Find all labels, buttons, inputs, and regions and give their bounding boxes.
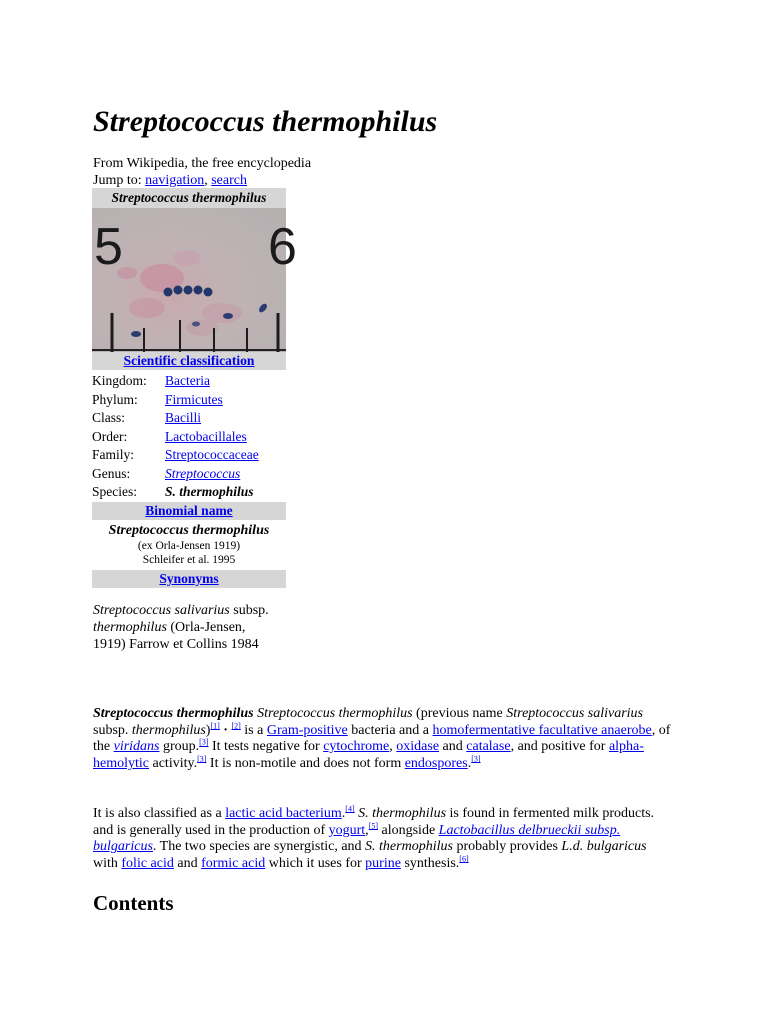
taxonomy-rank: Order: (92, 428, 128, 444)
synonyms-link[interactable]: Synonyms (159, 570, 219, 586)
intro-paragraph (93, 706, 673, 773)
ruler-digit-right: 6 (268, 218, 297, 276)
text-run: It is also classified as a (93, 806, 222, 821)
taxonomy-rank: Genus: (92, 465, 131, 481)
contents-heading: Contents (93, 891, 174, 915)
text-run: group. (163, 739, 200, 755)
order-link[interactable]: Lactobacillales (165, 428, 247, 444)
text-run: and (177, 856, 198, 872)
taxonomy-row-kingdom (92, 372, 286, 391)
lead-name-repeat: Streptococcus thermophilus (257, 706, 413, 721)
synonyms-text (93, 602, 273, 653)
text-run: L.d. bulgaricus (561, 839, 647, 855)
genus-link[interactable]: Streptococcus (165, 465, 241, 481)
text-run: . The two species are synergistic, and (152, 839, 362, 855)
taxonomy-rank: Phylum: (92, 391, 138, 407)
reference-link[interactable]: [6] (459, 854, 469, 864)
taxonomy-rank: Class: (92, 410, 126, 425)
text-run: synthesis. (404, 856, 460, 872)
synonyms-header (92, 570, 286, 588)
scientific-classification-header (92, 352, 286, 370)
taxonomy-row-genus (92, 465, 286, 484)
text-run: · (219, 722, 232, 738)
taxonomy-row-family (92, 446, 286, 465)
jump-links (93, 172, 311, 189)
reference-link[interactable]: [3] (197, 754, 207, 764)
text-run: subsp. (93, 722, 129, 738)
text-run: , (365, 822, 369, 838)
synonym-subsp: subsp. (233, 603, 269, 618)
catalase-link[interactable]: catalase (466, 739, 511, 755)
micrograph-drawing (92, 208, 297, 352)
page-meta (93, 155, 311, 189)
lactic-acid-bacterium-link[interactable]: lactic acid bacterium (225, 806, 342, 821)
endospores-link[interactable]: endospores (404, 756, 468, 772)
taxonomy-rank: Family: (92, 447, 135, 462)
usage-paragraph (93, 806, 673, 873)
text-run: with (93, 856, 118, 872)
text-run: , (389, 739, 393, 755)
binomial-authority: (ex Orla-Jensen 1919) (137, 539, 241, 552)
text-run: It is non-motile and does not form (209, 756, 402, 772)
text-run: bacteria and a (351, 722, 429, 738)
family-link[interactable]: Streptococcaceae (165, 447, 259, 462)
page-title: Streptococcus thermophilus (93, 105, 438, 138)
synonym-authority: (Orla-Jensen, 1919) Farrow et Collins 1984 (93, 620, 259, 652)
taxonomy-rank: Kingdom: (92, 373, 147, 388)
text-run: Streptococcus salivarius (506, 706, 643, 721)
phylum-link[interactable]: Firmicutes (165, 391, 223, 407)
taxobox (92, 188, 297, 588)
species-name: S. thermophilus (165, 484, 254, 499)
alpha-hemolytic-link[interactable]: alpha-hemolytic (93, 739, 644, 772)
text-run: is found in fermented milk products. and is generally used in the production of (93, 806, 655, 838)
synonym-genus-species: Streptococcus salivarius (93, 603, 230, 618)
lead-name: Streptococcus thermophilus (93, 706, 254, 721)
reference-link[interactable]: [3] (199, 737, 209, 747)
text-run: . (341, 806, 346, 821)
text-run: which it uses for (268, 856, 362, 872)
folic-acid-link[interactable]: folic acid (121, 856, 174, 872)
binomial-name: Streptococcus thermophilus (108, 522, 270, 538)
text-run: ) (205, 722, 211, 738)
cytochrome-link[interactable]: cytochrome (323, 739, 390, 755)
kingdom-link[interactable]: Bacteria (165, 373, 210, 388)
purine-link[interactable]: purine (365, 856, 401, 872)
binomial-block (92, 520, 286, 570)
lactobacillus-link[interactable]: Lactobacillus delbrueckii subsp. bulgaricus (93, 822, 621, 855)
oxidase-link[interactable]: oxidase (396, 739, 440, 755)
taxonomy-row-class (92, 409, 286, 428)
text-run: , and positive for (510, 739, 606, 755)
ruler-digit-left: 5 (94, 218, 123, 276)
text-run: and (442, 739, 463, 755)
bacteria-micrograph-image[interactable] (92, 208, 297, 352)
taxonomy-row-phylum (92, 391, 286, 410)
reference-link[interactable]: [5] (368, 821, 378, 831)
text-run: S. thermophilus (358, 806, 447, 821)
taxonomy-table (92, 372, 286, 502)
taxonomy-rank: Species: (92, 484, 137, 499)
taxonomy-row-order (92, 428, 286, 447)
yogurt-link[interactable]: yogurt (328, 822, 366, 838)
gram-positive-link[interactable]: Gram-positive (266, 722, 348, 738)
taxobox-header: Streptococcus thermophilus (92, 188, 286, 208)
navigation-link[interactable]: navigation (145, 173, 205, 188)
jump-separator: , (204, 173, 208, 188)
scientific-classification-link[interactable]: Scientific classification (123, 353, 255, 368)
text-run: thermophilus (131, 722, 206, 738)
text-run: . (467, 756, 472, 772)
text-run: activity. (152, 756, 198, 772)
binomial-authority-2: Schleifer et al. 1995 (142, 553, 236, 566)
reference-link[interactable]: [2] (231, 721, 241, 731)
text-run: alongside (381, 822, 436, 838)
reference-link[interactable]: [3] (471, 754, 481, 764)
formic-acid-link[interactable]: formic acid (201, 856, 266, 872)
jump-to-label: Jump to: (93, 173, 142, 188)
binomial-name-header (92, 502, 286, 520)
taxonomy-row-species (92, 483, 286, 502)
binomial-name-link[interactable]: Binomial name (145, 502, 233, 518)
class-link[interactable]: Bacilli (165, 410, 201, 425)
viridans-link[interactable]: viridans (113, 739, 160, 755)
search-link[interactable]: search (211, 173, 247, 188)
reference-link[interactable]: [4] (345, 804, 355, 814)
text-run: S. thermophilus (365, 839, 453, 855)
synonym-subspecies: thermophilus (93, 620, 167, 635)
text-run: (previous name (416, 706, 503, 721)
homofermentative-link[interactable]: homofermentative facultative anaerobe (432, 722, 652, 738)
text-run: , of the (93, 722, 671, 755)
reference-link[interactable]: [1] (210, 721, 220, 731)
text-run: probably provides (456, 839, 558, 855)
text-run: is a (244, 722, 264, 738)
tagline: From Wikipedia, the free encyclopedia (93, 156, 312, 171)
text-run: It tests negative for (212, 739, 320, 755)
